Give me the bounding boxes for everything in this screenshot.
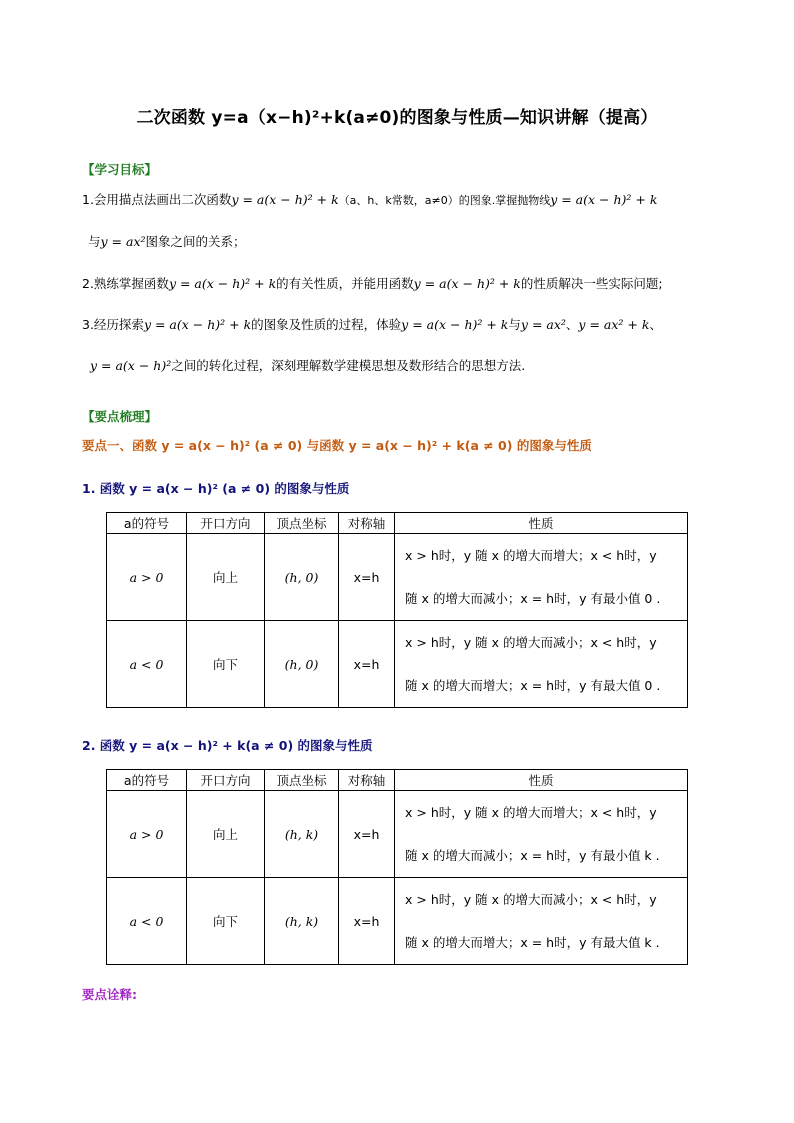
axis-cell: x=h bbox=[339, 621, 395, 708]
properties-cell: x > h时，y 随 x 的增大而增大；x < h时，y 随 x 的增大而减小；x = h时，y 有最小值 k . bbox=[395, 791, 688, 878]
objective-1-line-1: 1.会用描点法画出二次函数y = a(x − h)² + k（a、h、k常数，a≠0）的图象.掌握抛物线y = a(x − h)² + k bbox=[82, 192, 658, 207]
header-axis: 对称轴 bbox=[339, 770, 395, 791]
header-properties: 性质 bbox=[395, 770, 688, 791]
sign-cell: a < 0 bbox=[107, 878, 187, 965]
objective-1-line-2: 与y = ax²图象之间的关系； bbox=[88, 234, 246, 249]
subsection-2-heading: 2. 函数 y = a(x − h)² + k(a ≠ 0) 的图象与性质 bbox=[82, 738, 373, 753]
subsection-1-heading: 1. 函数 y = a(x − h)² (a ≠ 0) 的图象与性质 bbox=[82, 481, 350, 496]
table-header-row bbox=[107, 513, 688, 534]
direction-cell: 向下 bbox=[187, 621, 265, 708]
sign-cell: a > 0 bbox=[107, 534, 187, 621]
header-sign: a的符号 bbox=[107, 513, 187, 534]
sign-cell: a < 0 bbox=[107, 621, 187, 708]
notes-heading: 要点诠释: bbox=[82, 987, 137, 1002]
vertex-cell: (h, k) bbox=[265, 878, 339, 965]
axis-cell: x=h bbox=[339, 878, 395, 965]
vertex-cell: (h, 0) bbox=[265, 621, 339, 708]
objective-3-line-1: 3.经历探索y = a(x − h)² + k的图象及性质的过程，体验y = a(x − h)² + k与y = ax²、y = ax² + k、 bbox=[82, 317, 662, 332]
table-row bbox=[107, 878, 688, 965]
objective-3-line-2: y = a(x − h)²之间的转化过程，深刻理解数学建模思想及数形结合的思想方法. bbox=[90, 358, 526, 373]
header-direction: 开口方向 bbox=[187, 770, 265, 791]
table-header-row bbox=[107, 770, 688, 791]
header-direction: 开口方向 bbox=[187, 513, 265, 534]
properties-table-1 bbox=[106, 512, 688, 708]
axis-cell: x=h bbox=[339, 791, 395, 878]
direction-cell: 向下 bbox=[187, 878, 265, 965]
properties-cell: x > h时，y 随 x 的增大而减小；x < h时，y 随 x 的增大而增大；x = h时，y 有最大值 k . bbox=[395, 878, 688, 965]
key-points-heading: 【要点梳理】 bbox=[82, 409, 158, 424]
properties-cell: x > h时，y 随 x 的增大而减小；x < h时，y 随 x 的增大而增大；x = h时，y 有最大值 0 . bbox=[395, 621, 688, 708]
objective-2: 2.熟练掌握函数y = a(x − h)² + k的有关性质，并能用函数y = a(x − h)² + k的性质解决一些实际问题; bbox=[82, 276, 663, 291]
vertex-cell: (h, 0) bbox=[265, 534, 339, 621]
table-row bbox=[107, 621, 688, 708]
table-row bbox=[107, 534, 688, 621]
key-point-1-heading: 要点一、函数 y = a(x − h)² (a ≠ 0) 与函数 y = a(x − h)² + k(a ≠ 0) 的图象与性质 bbox=[82, 438, 592, 453]
objectives-heading: 【学习目标】 bbox=[82, 162, 158, 177]
page-title: 二次函数 y=a（x−h)²+k(a≠0)的图象与性质—知识讲解（提高） bbox=[136, 108, 658, 128]
header-properties: 性质 bbox=[395, 513, 688, 534]
axis-cell: x=h bbox=[339, 534, 395, 621]
header-axis: 对称轴 bbox=[339, 513, 395, 534]
properties-table-2 bbox=[106, 769, 688, 965]
direction-cell: 向上 bbox=[187, 534, 265, 621]
properties-cell: x > h时，y 随 x 的增大而增大；x < h时，y 随 x 的增大而减小；x = h时，y 有最小值 0 . bbox=[395, 534, 688, 621]
header-vertex: 顶点坐标 bbox=[265, 513, 339, 534]
vertex-cell: (h, k) bbox=[265, 791, 339, 878]
sign-cell: a > 0 bbox=[107, 791, 187, 878]
table-row bbox=[107, 791, 688, 878]
direction-cell: 向上 bbox=[187, 791, 265, 878]
header-sign: a的符号 bbox=[107, 770, 187, 791]
header-vertex: 顶点坐标 bbox=[265, 770, 339, 791]
